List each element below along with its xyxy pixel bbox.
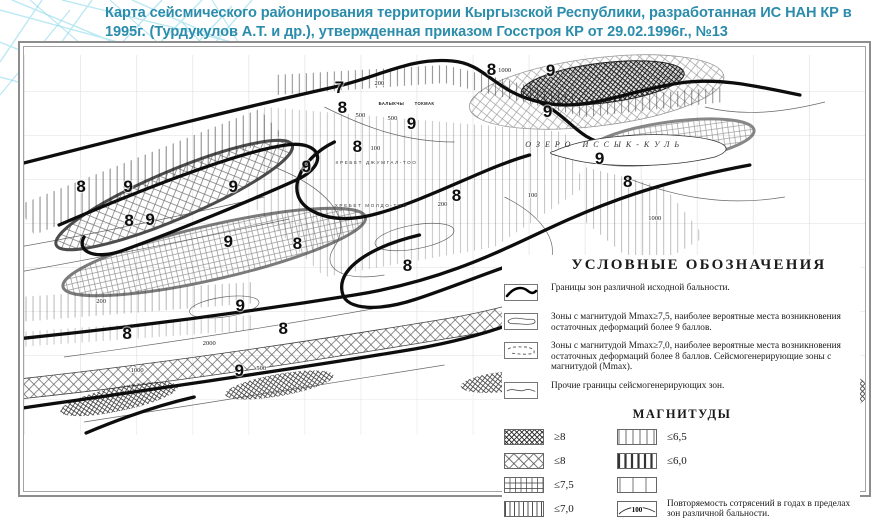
magnitude-swatch [617, 477, 657, 493]
place-label: ТОКМАК [414, 101, 435, 106]
legend-item [504, 341, 860, 373]
magnitude-label: ≤8 [554, 455, 566, 467]
zone-intensity-label: 9 [234, 361, 244, 380]
legend-items [504, 283, 860, 399]
zone-m75-icon [504, 313, 538, 330]
zone-intensity-label: 8 [292, 234, 303, 253]
legend-item-text: Границы зон различной исходной бальности. [551, 283, 730, 293]
magnitude-swatch [617, 429, 657, 445]
contour-value-label: 1000 [648, 215, 662, 222]
contour-value-label: 1000 [130, 367, 144, 374]
repeatability-item [617, 499, 860, 520]
legend-item [504, 312, 860, 333]
zone-intensity-label: 8 [486, 60, 497, 79]
zone-intensity-label: 9 [406, 114, 417, 133]
contour-value-label: 200 [374, 80, 385, 87]
legend-item-text: Зоны с магнитудой Mmax≥7,5, наиболее вероятные места возникновения остаточных деформаций более 9 баллов. [551, 312, 841, 333]
zone-intensity-label: 9 [235, 296, 245, 315]
magnitude-column-right [617, 427, 860, 523]
map-frame [18, 41, 871, 519]
contour-value-label: 2000 [202, 340, 216, 347]
magnitude-scale [504, 427, 860, 523]
zone-intensity-label: 8 [451, 186, 462, 205]
zone-intensity-label: 8 [124, 211, 134, 230]
zone-intensity-label: 8 [352, 137, 363, 156]
legend-item-text: Прочие границы сейсмогенерирующих зон. [551, 380, 725, 391]
magnitude-swatch [504, 501, 544, 517]
map-panel [23, 46, 866, 519]
contour-value-label: 100 [370, 145, 381, 152]
magnitude-swatch [504, 453, 544, 469]
legend-item [504, 381, 860, 399]
place-label: ХРЕБЕТ ДЖУМГАЛ-ТОО [335, 160, 418, 165]
zone-m70-icon [504, 342, 538, 359]
magnitude-label: ≥8 [554, 431, 566, 443]
zone-intensity-label: 9 [542, 102, 553, 121]
legend-item-text: Зоны с магнитудой Mmax≥7,0, наиболее вероятные места возникновения остаточных деформаций более 8 баллов. Сейсмогенерирующие зоны с магнитудой (Mmax). [551, 341, 841, 372]
contour-value-label: 1000 [498, 67, 512, 74]
boundary-thick-icon [504, 284, 538, 301]
zone-intensity-label: 9 [301, 157, 312, 176]
magnitude-label: ≤7,5 [554, 479, 574, 491]
zone-intensity-label: 8 [402, 256, 413, 275]
magnitude-swatch [504, 477, 544, 493]
contour-value-label: 200 [96, 298, 106, 305]
zone-intensity-label: 9 [594, 149, 605, 168]
legend-title: УСЛОВНЫЕ ОБОЗНАЧЕНИЯ [571, 257, 827, 273]
place-label: БАЛЫКЧЫ [378, 101, 405, 106]
magnitude-label: ≤6,0 [667, 455, 687, 467]
map-legend [502, 255, 860, 525]
zone-intensity-label: 8 [122, 324, 132, 343]
contour-value-label: 500 [256, 365, 267, 372]
contour-value-label: 100 [527, 192, 538, 199]
magnitude-swatch [617, 453, 657, 469]
zone-intensity-label: 9 [223, 232, 233, 251]
magnitude-row [617, 475, 860, 496]
magnitude-row [504, 499, 617, 520]
slide-title: Карта сейсмического районирования территории Кыргызской Республики, разработанная ИС НАН КР в 1995г. (Турдукулов А.Т. и др.), утвержденная приказом Госстроя КР от 29.02.1996г., №13 [105, 5, 852, 41]
magnitude-row [504, 451, 617, 472]
magnitude-label: ≤7,0 [554, 503, 574, 515]
magnitude-swatch [504, 429, 544, 445]
magnitude-label: ≤6,5 [667, 431, 687, 443]
place-label: ХРЕБЕТ МОЛДО-ТОО [334, 203, 409, 208]
zone-intensity-label: 9 [228, 177, 238, 196]
boundary-other-icon [504, 382, 538, 399]
repeatability-text: Повторяемость сотрясений в годах в пределах зон различной бальности. [667, 498, 851, 519]
legend-item [504, 283, 860, 301]
repeatability-value: 100 [631, 505, 643, 514]
repeatability-icon [617, 501, 657, 517]
place-label: ОЗЕРО ИССЫК-КУЛЬ [525, 140, 685, 149]
contour-value-label: 500 [387, 115, 398, 122]
zone-intensity-label: 8 [76, 177, 86, 196]
zone-intensity-label: 8 [278, 319, 289, 338]
contour-value-label: 500 [355, 112, 366, 119]
zone-intensity-label: 9 [545, 61, 556, 80]
zone-intensity-label: 9 [123, 177, 133, 196]
contour-value-label: 200 [437, 201, 448, 208]
zone-intensity-label: 9 [145, 210, 155, 229]
magnitude-row [504, 427, 617, 448]
magnitudes-title: МАГНИТУДЫ [632, 406, 732, 421]
magnitude-row [617, 427, 860, 448]
zone-intensity-label: 8 [622, 172, 633, 191]
magnitude-row [504, 475, 617, 496]
zone-intensity-label: 7 [334, 78, 345, 97]
magnitude-row [617, 451, 860, 472]
zone-intensity-label: 8 [337, 98, 348, 117]
magnitude-column-left [504, 427, 617, 523]
